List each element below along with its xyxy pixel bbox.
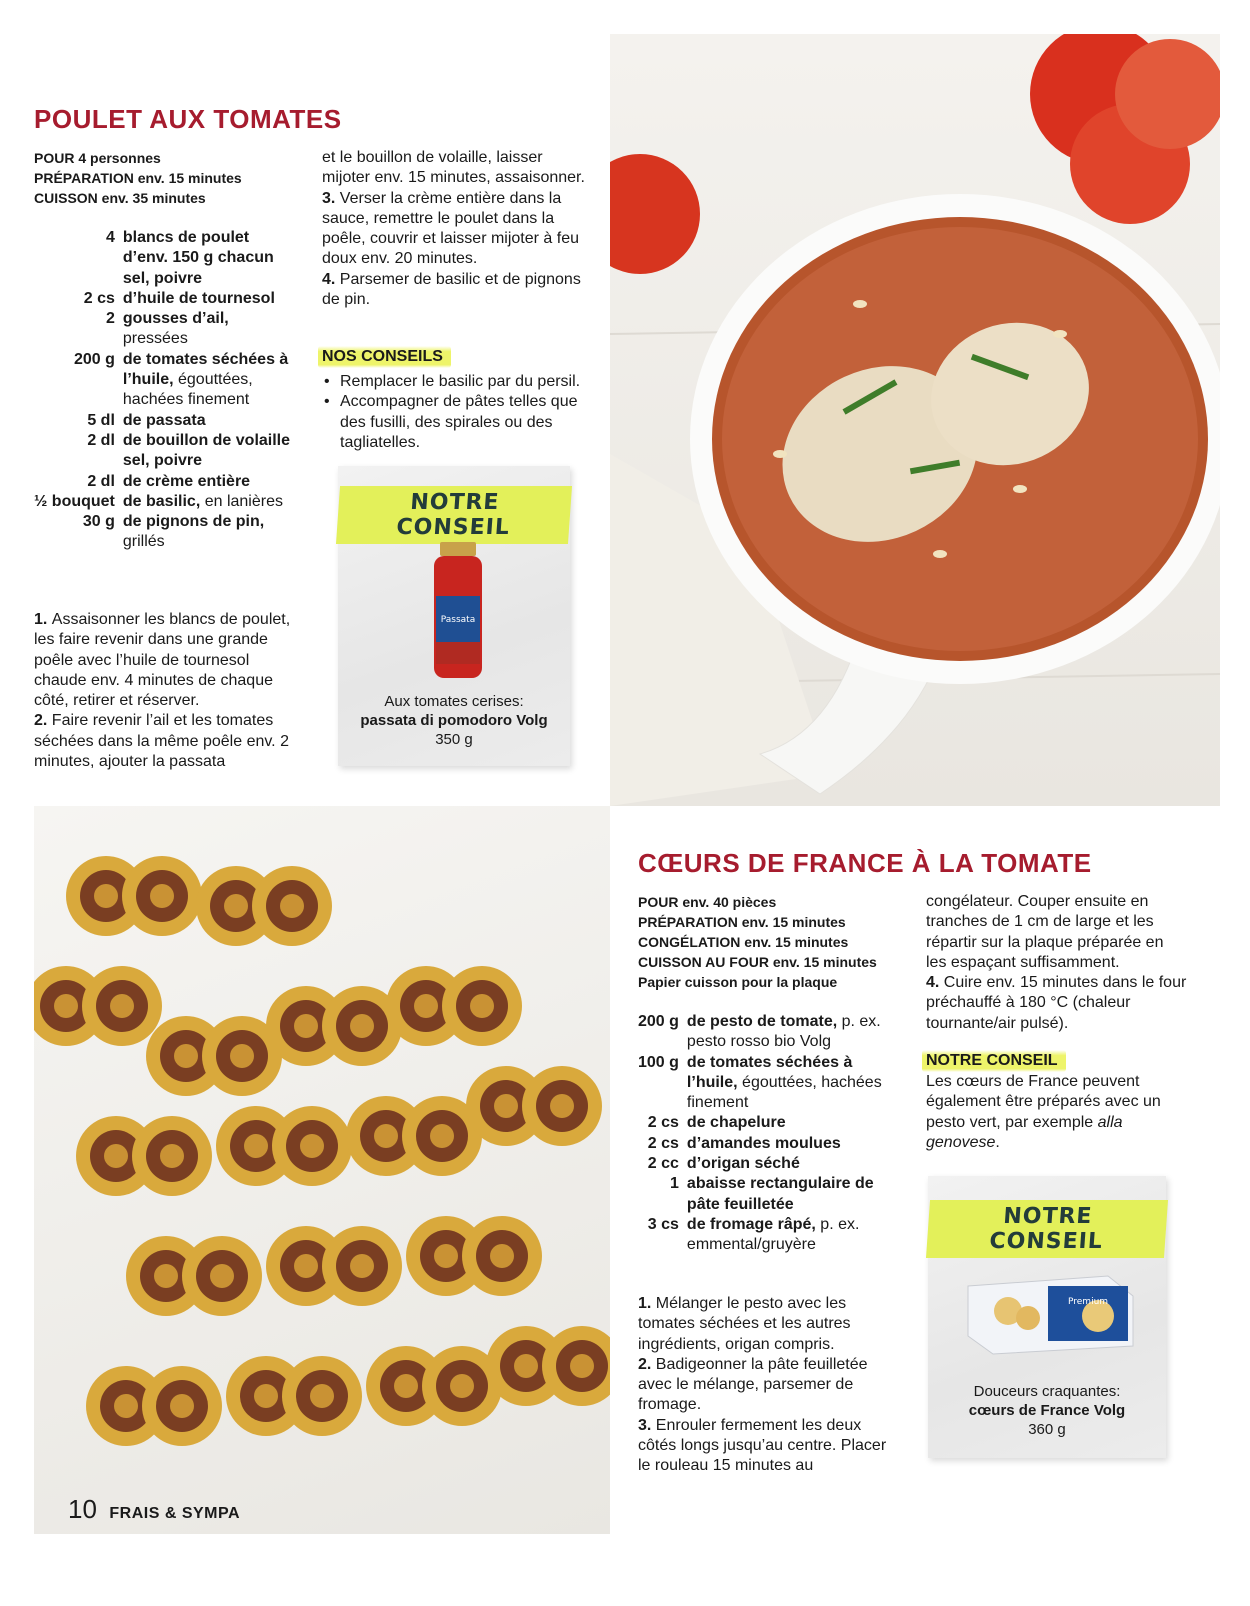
meta-line: CUISSON env. 35 minutes [34, 190, 206, 206]
card2-caption-3: 360 g [1028, 1421, 1066, 1438]
photo-coeurs-de-france [34, 806, 610, 1534]
meta-line: CUISSON AU FOUR env. 15 minutes [638, 954, 877, 970]
ingredient-qty: ½ bouquet [34, 492, 115, 510]
ingredient-name: blancs de poulet d’env. 150 g chacun [122, 229, 274, 267]
recipe1-tips [318, 346, 598, 453]
passata-jar-image [418, 542, 498, 682]
recipe1-ingredients [34, 228, 304, 553]
meta-line: PRÉPARATION env. 15 minutes [34, 170, 242, 186]
meta-line: CONGÉLATION env. 15 minutes [638, 934, 849, 950]
ingredient-row [34, 451, 294, 471]
step-paragraph: 1. Assaisonner les blancs de poulet, les faire revenir dans une grande poêle avec l’huile de tournesol chaude env. 4 minutes de chaque côté, retirer et réserver. [34, 611, 291, 710]
step-paragraph: 3. Enrouler fermement les deux côtés longs jusqu’au centre. Placer le rouleau 15 minutes au [638, 1416, 887, 1475]
palmier-pastry [486, 1326, 610, 1406]
step-paragraph: 1. Mélanger le pesto avec les tomates séchées et les autres ingrédients, origan compris. [638, 1295, 851, 1353]
ingredient-name: de bouillon de volaille [122, 431, 291, 449]
recipe2-steps-col2 [926, 892, 1188, 1034]
recipe1-title: POULET AUX TOMATES [34, 104, 342, 134]
ingredient-name: de tomates séchées à l’huile, égouttées, hachées finement [122, 350, 289, 409]
ingredient-name: de tomates séchées à l’huile, égouttées, hachées finement [686, 1053, 882, 1112]
jar-label: Passata [440, 615, 476, 625]
palmier-pastry [146, 1016, 282, 1096]
step-paragraph: et le bouillon de volaille, laisser mijoter env. 15 minutes, assaisonner. [322, 149, 585, 187]
tip-text: Les cœurs de France peuvent également être préparés avec un pesto vert, par exemple [926, 1073, 1161, 1131]
meta-line: PRÉPARATION env. 15 minutes [638, 914, 846, 930]
card2-caption-2: cœurs de France Volg [968, 1402, 1126, 1419]
recipe2-steps-col1 [638, 1294, 900, 1477]
recipe2-title: CŒURS DE FRANCE À LA TOMATE [638, 848, 1092, 878]
ingredient-qty: 2 cc [647, 1155, 679, 1173]
ingredient-name: de pesto de tomate, p. ex. pesto rosso bio Volg [686, 1013, 881, 1051]
recipe2-meta [638, 892, 918, 992]
card-caption-1: Aux tomates cerises: [384, 693, 524, 710]
ingredient-row [34, 431, 294, 451]
card2-caption-1: Douceurs craquantes: [973, 1383, 1121, 1400]
page-footer [68, 1494, 240, 1525]
recipe2-ingredients [638, 1012, 908, 1256]
ingredient-qty: 5 dl [87, 411, 115, 429]
palmier-pastry [216, 1106, 352, 1186]
ingredient-name: gousses d’ail, pressées [122, 310, 229, 348]
card-caption-2: passata di pomodoro Volg [360, 712, 548, 729]
palmier-pastry [266, 986, 402, 1066]
ingredient-row [34, 309, 294, 350]
meta-line: Papier cuisson pour la plaque [638, 974, 838, 990]
tips-title: NOS CONSEILS [318, 346, 451, 368]
ingredient-row [638, 1053, 900, 1114]
palmier-pastry [226, 1356, 362, 1436]
ingredient-name: d’huile de tournesol [122, 289, 275, 307]
ingredient-qty: 2 cs [647, 1114, 679, 1132]
ingredient-row [638, 1134, 900, 1154]
ingredient-name: d’origan séché [686, 1155, 800, 1173]
ingredient-name: de fromage râpé, p. ex. emmental/gruyère [686, 1215, 860, 1254]
ingredient-qty: 2 cs [647, 1134, 679, 1152]
ingredient-qty [34, 451, 123, 471]
ingredient-name: abaisse rectangulaire de pâte feuilletée [686, 1175, 874, 1213]
step-paragraph: 4. Parsemer de basilic et de pignons de pin. [322, 270, 581, 309]
tip-item: • Remplacer le basilic par du persil. [318, 372, 598, 392]
card-heading: NOTRE CONSEIL [336, 486, 572, 544]
ingredient-row [638, 1012, 900, 1053]
tip-title: NOTRE CONSEIL [922, 1050, 1066, 1072]
tips-list [318, 372, 598, 453]
step-paragraph: 3. Verser la crème entière dans la sauce, remettre le poulet dans la poêle, couvrir et laisser mijoter à feu doux env. 20 minutes. [322, 189, 579, 268]
ingredient-qty: 100 g [638, 1053, 679, 1071]
palmier-pastry [366, 1346, 502, 1426]
page-number: 10 [68, 1494, 97, 1524]
step-paragraph: 2. Faire revenir l’ail et les tomates séchées dans la même poêle env. 2 minutes, ajouter la passata [34, 712, 289, 771]
step-paragraph: 2. Badigeonner la pâte feuilletée avec le mélange, parsemer de fromage. [638, 1355, 868, 1414]
ingredient-name: de crème entière [122, 472, 251, 490]
palmier-pastry [76, 1116, 212, 1196]
ingredient-qty: 2 [105, 310, 115, 328]
meta-line: POUR 4 personnes [34, 150, 161, 166]
palmier-pastry [66, 856, 202, 936]
meta-line: POUR env. 40 pièces [638, 894, 777, 910]
step-paragraph: congélateur. Couper ensuite en tranches de 1 cm de large et les répartir sur la plaque préparée en les espaçant suffisamment. [926, 893, 1164, 971]
ingredient-qty: 200 g [73, 350, 115, 368]
product-card-coeurs [928, 1176, 1166, 1458]
ingredient-row [34, 289, 294, 309]
tip-item: • Accompagner de pâtes telles que des fusilli, des spirales ou des tagliatelles. [318, 392, 598, 453]
palmier-pastry [466, 1066, 602, 1146]
card-heading-2: NOTRE CONSEIL [926, 1200, 1168, 1258]
step-paragraph: 4. Cuire env. 15 minutes dans le four préchauffé à 180 °C (chaleur tournante/air pulsé). [926, 974, 1187, 1032]
ingredient-name: de passata [122, 411, 206, 429]
ingredient-qty [34, 269, 123, 289]
ingredient-qty: 2 dl [87, 472, 115, 490]
footer-label: FRAIS & SYMPA [109, 1505, 241, 1522]
ingredient-qty: 2 dl [87, 431, 115, 449]
ingredient-row [638, 1215, 900, 1256]
ingredient-name: d’amandes moulues [686, 1134, 841, 1152]
recipe1-meta [34, 148, 304, 208]
ingredient-row [34, 472, 294, 492]
ingredient-qty: 30 g [82, 513, 115, 531]
recipe1-steps-col1 [34, 610, 302, 772]
ingredient-row [34, 512, 294, 553]
ingredient-name: de basilic, en lanières [122, 492, 283, 510]
ingredient-row [34, 269, 294, 289]
ingredient-row [638, 1154, 900, 1174]
ingredient-row [638, 1174, 900, 1215]
palmiers-illustration [34, 806, 610, 1534]
ingredient-row [34, 350, 294, 411]
recipe1-steps-col2 [322, 148, 590, 310]
palmier-pastry [266, 1226, 402, 1306]
chicken-pan-illustration [610, 34, 1220, 806]
ingredient-qty: 200 g [638, 1013, 679, 1030]
box-label: Premium [1068, 1297, 1109, 1307]
palmier-pastry [86, 1366, 222, 1446]
palmier-pastry [386, 966, 522, 1046]
ingredient-row [34, 411, 294, 431]
ingredient-name: de chapelure [686, 1114, 786, 1132]
product-card-passata [338, 466, 570, 766]
recipe2-tip: NOTRE CONSEIL Les cœurs de France peuvent également être préparés avec un pesto vert, par exemple alla genovese. [922, 1050, 1190, 1153]
palmier-pastry [126, 1236, 262, 1316]
ingredient-row [34, 228, 294, 269]
ingredient-row [34, 492, 294, 512]
tip-italic: alla genovese [926, 1113, 1123, 1151]
ingredient-qty: 2 cs [83, 289, 115, 307]
ingredient-qty: 1 [670, 1175, 679, 1193]
photo-chicken-dish [610, 34, 1220, 806]
coeurs-box-image [958, 1266, 1138, 1356]
palmier-pastry [346, 1096, 482, 1176]
card-caption-3: 350 g [435, 731, 473, 748]
ingredient-row [638, 1113, 900, 1133]
palmier-pastry [196, 866, 332, 946]
ingredient-qty: 3 cs [647, 1215, 679, 1233]
ingredient-name: de pignons de pin, grillés [122, 513, 265, 551]
palmier-pastry [34, 966, 162, 1046]
palmier-pastry [406, 1216, 542, 1296]
ingredient-name: sel, poivre [122, 452, 203, 470]
ingredient-qty: 4 [105, 229, 115, 246]
ingredient-name: sel, poivre [122, 269, 203, 287]
